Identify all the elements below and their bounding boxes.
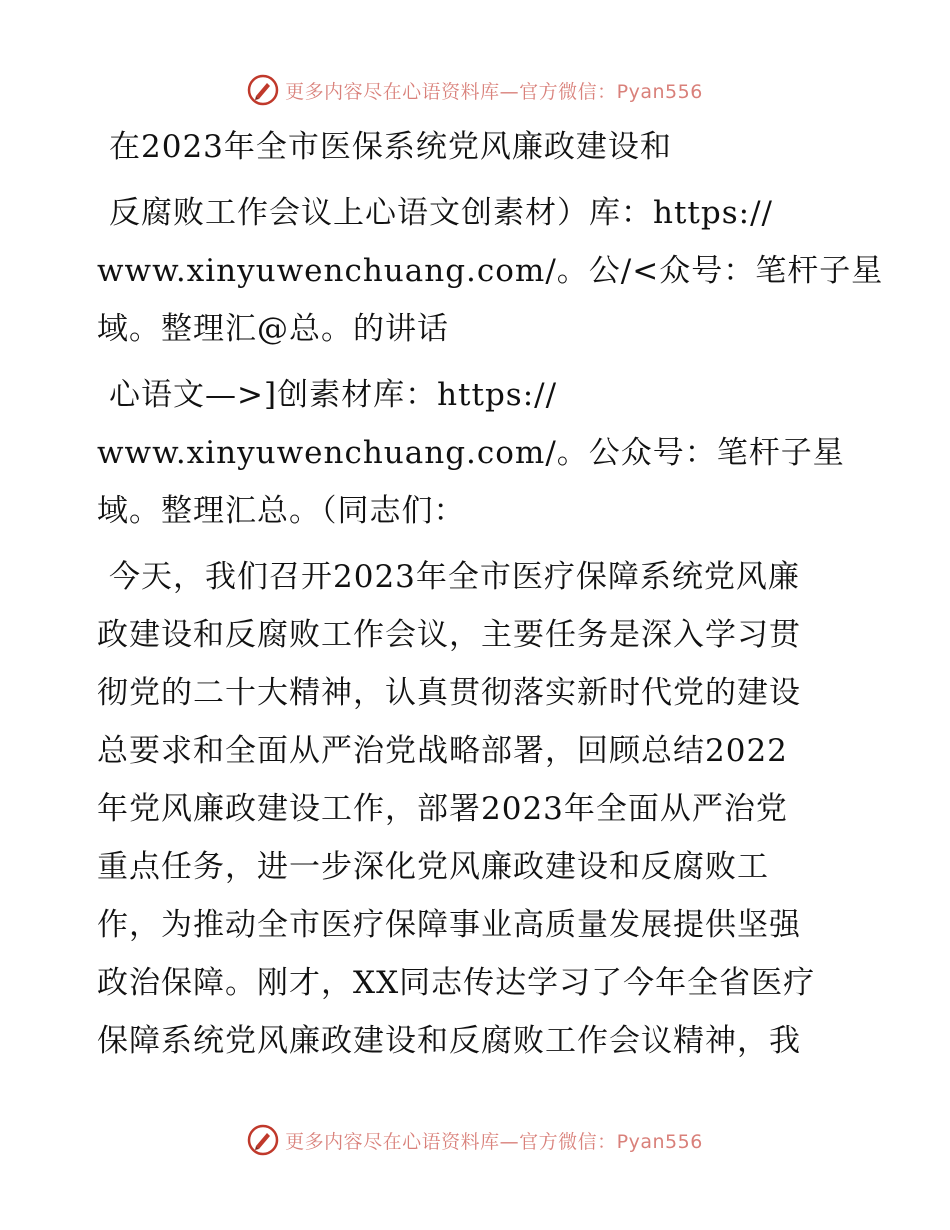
paragraph-line: 彻党的二十大精神，认真贯彻落实新时代党的建设 bbox=[97, 675, 801, 711]
paragraph-line: 总要求和全面从严治党战略部署，回顾总结2022 bbox=[97, 733, 788, 769]
watermark-text: 更多内容尽在心语资料库—官方微信：Pyan556 bbox=[285, 80, 703, 103]
title-line: 在2023年全市医保系统党风廉政建设和 bbox=[109, 129, 672, 165]
document-body bbox=[97, 118, 884, 1070]
paragraph-line: 政建设和反腐败工作会议，主要任务是深入学习贯 bbox=[97, 617, 801, 653]
pen-logo-icon bbox=[247, 1124, 279, 1156]
title-line: 域。整理汇@总。的讲话 bbox=[97, 311, 449, 347]
pen-logo-icon bbox=[247, 74, 279, 106]
paragraph-line: 作，为推动全市医疗保障事业高质量发展提供坚强 bbox=[97, 907, 801, 943]
greeting-line: www.xinyuwenchuang.com/。公众号：笔杆子星 bbox=[97, 435, 845, 471]
paragraph-line: 重点任务，进一步深化党风廉政建设和反腐败工 bbox=[97, 849, 769, 885]
title-line: www.xinyuwenchuang.com/。公/<众号：笔杆子星 bbox=[97, 253, 884, 289]
title-line: 反腐败工作会议上心语文创素材）库：https:// bbox=[109, 195, 773, 231]
paragraph-line: 政治保障。刚才，XX同志传达学习了今年全省医疗 bbox=[97, 965, 816, 1001]
watermark-text: 更多内容尽在心语资料库—官方微信：Pyan556 bbox=[285, 1130, 703, 1153]
paragraph-line: 保障系统党风廉政建设和反腐败工作会议精神，我 bbox=[97, 1023, 801, 1059]
greeting-line: 心语文—>]创素材库：https:// bbox=[109, 377, 558, 413]
footer-watermark-banner bbox=[0, 1120, 950, 1160]
greeting-line: 域。整理汇总。（同志们： bbox=[97, 493, 466, 529]
paragraph-line: 年党风廉政建设工作，部署2023年全面从严治党 bbox=[97, 791, 788, 827]
paragraph-line: 今天，我们召开2023年全市医疗保障系统党风廉 bbox=[109, 559, 800, 595]
header-watermark-banner bbox=[0, 70, 950, 110]
